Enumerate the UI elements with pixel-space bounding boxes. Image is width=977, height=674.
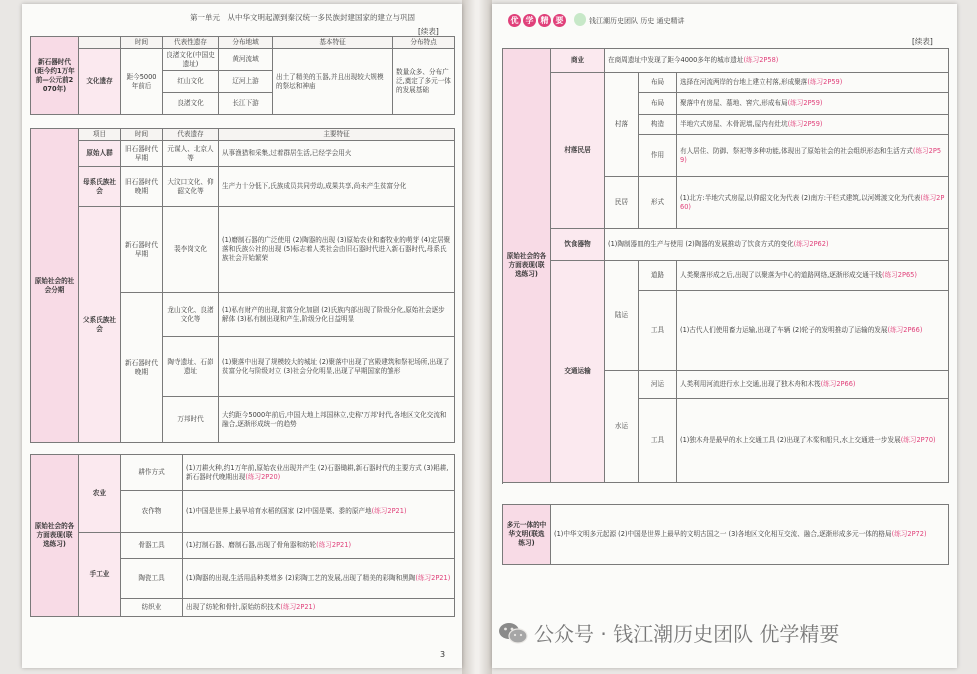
row-key: 陆运 (605, 261, 639, 371)
row-group: 交通运输 (551, 261, 605, 483)
value-text: (1)独木舟是最早的水上交通工具 (2)出现了木桨和船只,水上交通进一步发展 (680, 436, 901, 444)
remains-cell: 良渚文化 (163, 93, 219, 115)
row-time: 新石器时代晚期 (121, 293, 163, 443)
ref-link[interactable]: (练习2P66) (820, 380, 856, 388)
row-key: 耕作方式 (121, 455, 183, 491)
right-table (502, 48, 949, 483)
row-value (605, 229, 949, 261)
row-subkey: 工具 (639, 291, 677, 371)
row-value (677, 73, 949, 93)
row-group: 多元一体的中华文明(联选练习) (503, 505, 551, 565)
row-value (677, 371, 949, 399)
culture-time: 距今5000年前后 (121, 49, 163, 115)
row-subkey: 布局 (639, 93, 677, 115)
value-text: 人类利用河流进行水上交通,出现了独木舟和木筏 (680, 380, 821, 388)
row-feature: (1)聚落中出现了规模较大的城址 (2)聚落中出现了宫殿建筑和祭祀场所,出现了贫富分化与阶级对立 (3)社会分化明显,出现了早期国家的雏形 (219, 337, 455, 397)
row-subkey: 河运 (639, 371, 677, 399)
header-time: 时间 (121, 37, 163, 49)
row-subkey: 作用 (639, 135, 677, 177)
row-value (677, 291, 949, 371)
civilization-table (502, 504, 949, 565)
value-text: 聚落中有房屋、墓地、窖穴,形成布局 (680, 99, 788, 107)
brand-badge (508, 14, 566, 27)
header-time: 时间 (121, 129, 163, 141)
header-item: 项目 (79, 129, 121, 141)
culture-label: 文化遗存 (79, 49, 121, 115)
row-subkey: 构造 (639, 115, 677, 135)
section-label: 原始社会的各方面表现(联选练习) (503, 49, 551, 483)
period-cell: 新石器时代(距今约1万年前—公元前2070年) (31, 37, 79, 115)
value-text: (1)中华文明多元起源 (2)中国是世界上最早的文明古国之一 (3)各地区文化相互交流、融合,逐渐形成多元一体的格局 (554, 530, 892, 538)
row-remains: 万邦时代 (163, 397, 219, 443)
watermark-text: 公众号 · 钱江潮历史团队 优学精要 (534, 622, 840, 646)
row-key: 农作物 (121, 491, 183, 533)
ref-link[interactable]: (练习2P62) (793, 240, 829, 248)
badge-char: 优 (508, 14, 521, 27)
row-value (551, 505, 949, 565)
book-gutter (462, 0, 492, 674)
value-text: (1)中国是世界上最早培育水稻的国家 (2)中国是粟、黍的原产地 (186, 507, 372, 515)
row-key: 村落 (605, 73, 639, 177)
header-blank (79, 37, 121, 49)
header-feature: 基本特征 (273, 37, 393, 49)
region-cell: 长江下游 (219, 93, 273, 115)
remains-cell: 红山文化 (163, 71, 219, 93)
value-text: (1)刀耕火种,约1万年前,原始农业出现并产生 (2)石器锄耕,新石器时代的主要方式 (3)耜耕,新石器时代晚期出现 (186, 463, 449, 481)
top-table (30, 36, 455, 115)
ref-link[interactable]: (练习2P20) (245, 472, 281, 481)
badge-char: 精 (538, 14, 551, 27)
row-group: 商业 (551, 49, 605, 73)
row-subkey: 道路 (639, 261, 677, 291)
row-item: 父系氏族社会 (79, 207, 121, 443)
row-time: 新石器时代早期 (121, 207, 163, 293)
ref-link[interactable]: (练习2P70) (900, 436, 936, 444)
row-time: 旧石器时代晚期 (121, 167, 163, 207)
row-value (183, 533, 455, 559)
row-value (183, 491, 455, 533)
value-text: (1)陶制器皿的生产与使用 (2)陶器的发展推动了饮食方式的变化 (608, 240, 794, 248)
section-label: 原始社会的社会分期 (31, 129, 79, 443)
badge-char: 要 (553, 14, 566, 27)
row-subkey: 工具 (639, 399, 677, 483)
ref-link[interactable]: (练习2P59) (807, 78, 843, 86)
continued-label: [续表] (912, 37, 933, 46)
value-text: 人类聚落形成之后,出现了以聚落为中心的道路网络,逐渐形成交通干线 (680, 271, 883, 279)
row-feature: (1)磨制石器的广泛使用 (2)陶器的出现 (3)原始农业和畜牧业的萌芽 (4)定居聚落和氏族公社的出现 (5)标志着人类社会由旧石器时代进入新石器时代,母系氏族社会开始繁荣 (219, 207, 455, 293)
row-subkey: 形式 (639, 177, 677, 229)
region-cell: 黄河流域 (219, 49, 273, 71)
row-remains: 陶寺遗址、石峁遗址 (163, 337, 219, 397)
section-label: 原始社会的各方面表现(联选练习) (31, 455, 79, 617)
row-item: 原始人群 (79, 141, 121, 167)
header-remains: 代表性遗存 (163, 37, 219, 49)
row-value (605, 49, 949, 73)
craft-label: 手工业 (79, 533, 121, 617)
wechat-icon (498, 621, 528, 645)
row-remains: 元谋人、北京人等 (163, 141, 219, 167)
header-feature: 主要特征 (219, 129, 455, 141)
row-value (183, 599, 455, 617)
row-key: 陶瓷工具 (121, 559, 183, 599)
ref-link[interactable]: (练习2P72) (891, 530, 927, 538)
badge-char: 学 (523, 14, 536, 27)
row-group: 饮食器物 (551, 229, 605, 261)
badge-subtitle: 钱江潮历史团队 历史 通史精讲 (589, 17, 685, 25)
value-text: (1)古代人们使用畜力运输,出现了车辆 (2)轮子的发明推动了运输的发展 (680, 326, 888, 334)
row-feature: (1)私有财产的出现,贫富分化加剧 (2)氏族内部出现了阶级分化,原始社会逐步解体 (3)私有制出现和产生,阶级分化日益明显 (219, 293, 455, 337)
watermark (498, 618, 839, 647)
value-text: (1)打制石器、磨制石器,出现了骨角器和纺轮 (186, 541, 317, 549)
row-value (677, 93, 949, 115)
value-text: (1)陶器的出现,生活用品种类增多 (2)彩陶工艺的发展,出现了精美的彩陶和黑陶 (186, 574, 416, 582)
aspects-table (30, 454, 455, 617)
value-text: 半地穴式房屋、木骨泥墙,屋内有灶坑 (680, 120, 788, 128)
agri-label: 农业 (79, 455, 121, 533)
row-value (677, 399, 949, 483)
row-key: 纺织业 (121, 599, 183, 617)
header-remains: 代表遗存 (163, 129, 219, 141)
ref-link[interactable]: (练习2P65) (882, 271, 917, 279)
ref-link[interactable]: (练习2P21) (415, 574, 451, 582)
value-text: 出现了纺轮和骨针,原始纺织技术 (186, 603, 281, 611)
header-distribution: 分布特点 (393, 37, 455, 49)
row-remains: 裴李岗文化 (163, 207, 219, 293)
row-value (677, 115, 949, 135)
ref-link[interactable]: (练习2P59) (787, 120, 823, 128)
distribution-cell: 数量众多、分布广泛,奠定了多元一体的发展基础 (393, 49, 455, 115)
badge-arc-icon (574, 13, 586, 26)
row-key: 民居 (605, 177, 639, 229)
ref-link[interactable]: (练习2P59) (787, 99, 823, 107)
row-time: 旧石器时代早期 (121, 141, 163, 167)
header-region: 分布地域 (219, 37, 273, 49)
page-number: 3 (440, 650, 446, 659)
row-value (677, 135, 949, 177)
row-value (183, 455, 455, 491)
ref-link[interactable]: (练习2P21) (280, 603, 316, 611)
ref-link[interactable]: (练习2P66) (887, 326, 923, 334)
row-item: 母系氏族社会 (79, 167, 121, 207)
periods-table (30, 128, 455, 443)
row-feature: 生产力十分低下,氏族成员共同劳动,成果共享,尚未产生贫富分化 (219, 167, 455, 207)
row-subkey: 布局 (639, 73, 677, 93)
ref-link[interactable]: (练习2P58) (743, 56, 779, 64)
region-cell: 辽河上游 (219, 71, 273, 93)
row-value (183, 559, 455, 599)
right-page (492, 4, 957, 668)
left-page (22, 4, 462, 668)
row-remains: 大汶口文化、仰韶文化等 (163, 167, 219, 207)
value-text: 选择在河流两岸的台地上建立村落,形成聚落 (680, 78, 808, 86)
value-text: (1)北方:半地穴式房屋,以仰韶文化为代表 (2)南方:干栏式建筑,以河姆渡文化为代表 (680, 193, 921, 202)
ref-link[interactable]: (练习2P59) (680, 146, 942, 164)
ref-link[interactable]: (练习2P21) (316, 541, 352, 549)
row-value (677, 177, 949, 229)
continued-label: [续表] (418, 27, 439, 36)
row-feature: 大约距今5000年前后,中国大地上邦国林立,史称'万邦'时代,各地区文化交流和融合,逐渐形成统一的趋势 (219, 397, 455, 443)
remains-cell: 良渚文化(中国史遗址) (163, 49, 219, 71)
ref-link[interactable]: (练习2P21) (371, 507, 407, 515)
feature-cell: 出土了精美的玉器,并且出现较大规模的祭坛和神庙 (273, 49, 393, 115)
row-remains: 龙山文化、良渚文化等 (163, 293, 219, 337)
value-text: 在商周遗址中发现了距今4000多年的城市遗址 (608, 56, 744, 64)
value-text: 有人居住、防御、祭祀等多种功能,体现出了原始社会的社会组织形态和生活方式 (680, 146, 913, 155)
row-feature: 从事渔猎和采集,过着群居生活,已经学会用火 (219, 141, 455, 167)
ref-link[interactable]: (练习2P60) (680, 193, 945, 211)
row-key: 水运 (605, 371, 639, 483)
row-value (677, 261, 949, 291)
running-head: 第一单元 从中华文明起源到秦汉统一多民族封建国家的建立与巩固 (190, 13, 415, 22)
row-group: 村落民居 (551, 73, 605, 229)
row-key: 骨器工具 (121, 533, 183, 559)
